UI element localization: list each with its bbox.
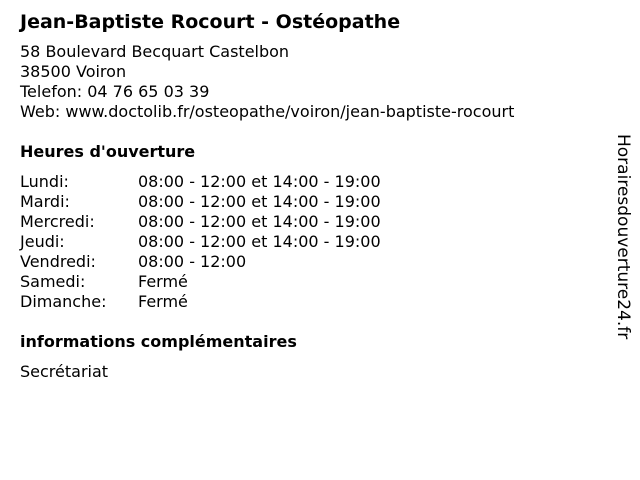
hours-thursday: 08:00 - 12:00 et 14:00 - 19:00	[138, 232, 381, 251]
opening-hours-title: Heures d'ouverture	[20, 142, 196, 161]
address-line-2: 38500 Voiron	[20, 62, 127, 81]
day-label-monday: Lundi:	[20, 172, 69, 191]
business-card	[20, 10, 600, 382]
site-watermark: Horairesdouverture24.fr	[613, 134, 633, 340]
hours-tuesday: 08:00 - 12:00 et 14:00 - 19:00	[138, 192, 381, 211]
phone-number[interactable]: 04 76 65 03 39	[87, 82, 210, 101]
address-line-1: 58 Boulevard Becquart Castelbon	[20, 42, 290, 61]
web-row	[20, 102, 600, 122]
opening-hours-table	[20, 172, 600, 312]
day-label-thursday: Jeudi:	[20, 232, 65, 251]
website-link[interactable]: www.doctolib.fr/osteopathe/voiron/jean-baptiste-rocourt	[65, 102, 515, 121]
day-label-friday: Vendredi:	[20, 252, 96, 271]
day-label-tuesday: Mardi:	[20, 192, 70, 211]
day-label-sunday: Dimanche:	[20, 292, 107, 311]
additional-info-title: informations complémentaires	[20, 332, 297, 351]
additional-info-text: Secrétariat	[20, 362, 109, 381]
web-label: Web:	[20, 102, 61, 121]
day-label-saturday: Samedi:	[20, 272, 86, 291]
hours-monday: 08:00 - 12:00 et 14:00 - 19:00	[138, 172, 381, 191]
hours-friday: 08:00 - 12:00	[138, 252, 247, 271]
phone-row	[20, 82, 600, 102]
hours-sunday: Fermé	[138, 292, 188, 311]
phone-label: Telefon:	[20, 82, 83, 101]
day-label-wednesday: Mercredi:	[20, 212, 95, 231]
hours-saturday: Fermé	[138, 272, 188, 291]
business-name: Jean-Baptiste Rocourt - Ostéopathe	[20, 11, 401, 33]
hours-wednesday: 08:00 - 12:00 et 14:00 - 19:00	[138, 212, 381, 231]
